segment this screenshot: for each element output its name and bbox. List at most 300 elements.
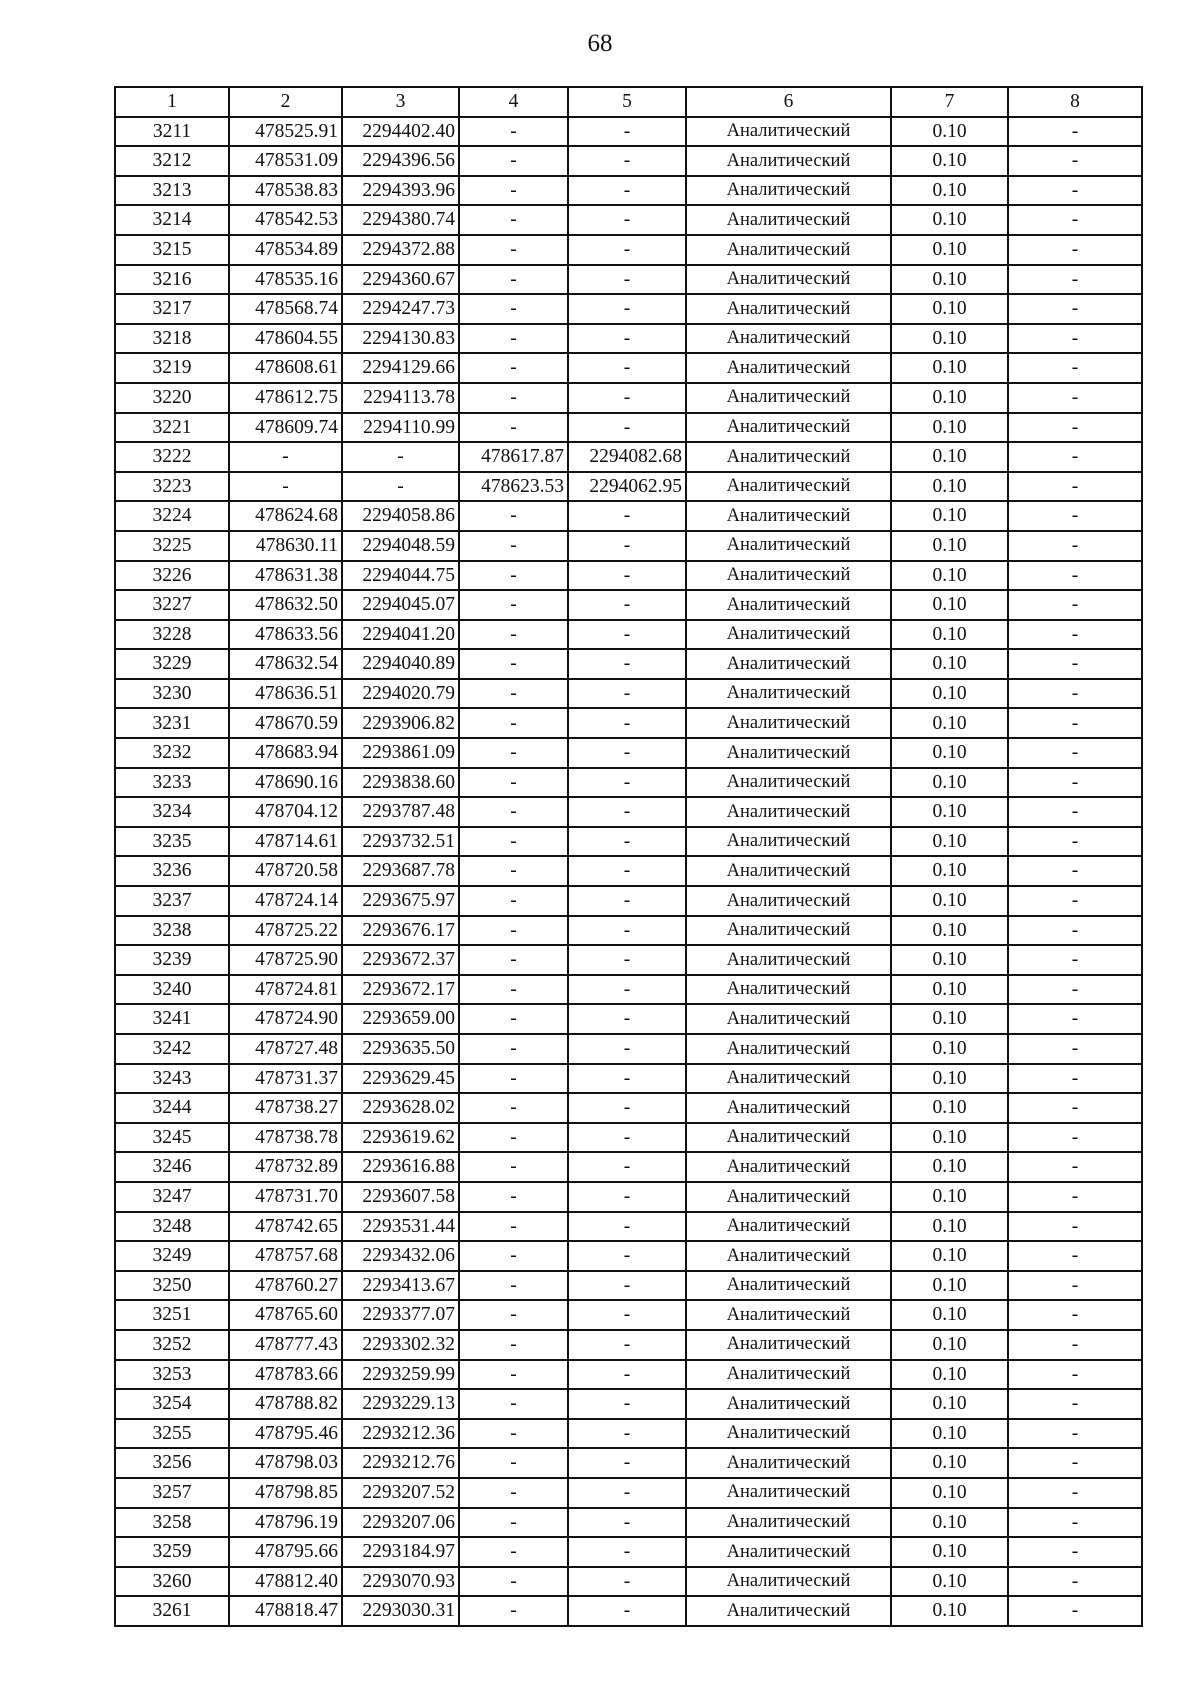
coord-x-cell: 478608.61 (229, 353, 342, 383)
coord-x2-cell: - (459, 945, 568, 975)
description-cell: - (1008, 1448, 1142, 1478)
table-row (115, 886, 1142, 916)
coord-x2-cell: - (459, 1389, 568, 1419)
coord-y-cell: 2294130.83 (342, 324, 459, 354)
column-header-5: 5 (568, 87, 686, 117)
description-cell: - (1008, 1123, 1142, 1153)
accuracy-cell: 0.10 (891, 886, 1008, 916)
coord-x-cell: 478632.54 (229, 649, 342, 679)
coord-x-cell: 478683.94 (229, 738, 342, 768)
coord-x2-cell: - (459, 1478, 568, 1508)
description-cell: - (1008, 590, 1142, 620)
coord-y2-cell: - (568, 235, 686, 265)
accuracy-cell: 0.10 (891, 1389, 1008, 1419)
coord-x-cell: 478798.85 (229, 1478, 342, 1508)
description-cell: - (1008, 561, 1142, 591)
method-cell: Аналитический (686, 797, 891, 827)
method-cell: Аналитический (686, 442, 891, 472)
coord-x2-cell: - (459, 1271, 568, 1301)
coord-x-cell: 478568.74 (229, 294, 342, 324)
description-cell: - (1008, 738, 1142, 768)
coord-x2-cell: - (459, 205, 568, 235)
point-number-cell: 3228 (115, 620, 229, 650)
point-number-cell: 3238 (115, 916, 229, 946)
coord-x-cell: 478760.27 (229, 1271, 342, 1301)
coord-x2-cell: - (459, 1152, 568, 1182)
point-number-cell: 3246 (115, 1152, 229, 1182)
description-cell: - (1008, 1034, 1142, 1064)
coord-x2-cell: - (459, 1123, 568, 1153)
coord-x-cell: 478738.27 (229, 1093, 342, 1123)
column-header-7: 7 (891, 87, 1008, 117)
coord-x2-cell: - (459, 1419, 568, 1449)
coord-y2-cell: - (568, 1241, 686, 1271)
coord-y2-cell: - (568, 1508, 686, 1538)
point-number-cell: 3255 (115, 1419, 229, 1449)
column-header-1: 1 (115, 87, 229, 117)
coord-x-cell: 478704.12 (229, 797, 342, 827)
description-cell: - (1008, 708, 1142, 738)
method-cell: Аналитический (686, 620, 891, 650)
point-number-cell: 3230 (115, 679, 229, 709)
accuracy-cell: 0.10 (891, 620, 1008, 650)
coord-x-cell: 478795.66 (229, 1537, 342, 1567)
description-cell: - (1008, 1300, 1142, 1330)
accuracy-cell: 0.10 (891, 383, 1008, 413)
method-cell: Аналитический (686, 531, 891, 561)
method-cell: Аналитический (686, 1271, 891, 1301)
method-cell: Аналитический (686, 856, 891, 886)
table-row (115, 827, 1142, 857)
coord-x2-cell: - (459, 561, 568, 591)
accuracy-cell: 0.10 (891, 146, 1008, 176)
coord-y2-cell: - (568, 1093, 686, 1123)
table-row (115, 1152, 1142, 1182)
coord-x2-cell: - (459, 975, 568, 1005)
method-cell: Аналитический (686, 679, 891, 709)
point-number-cell: 3241 (115, 1004, 229, 1034)
table-row (115, 708, 1142, 738)
accuracy-cell: 0.10 (891, 1123, 1008, 1153)
coord-x-cell: 478670.59 (229, 708, 342, 738)
coord-y2-cell: - (568, 679, 686, 709)
description-cell: - (1008, 1093, 1142, 1123)
accuracy-cell: 0.10 (891, 324, 1008, 354)
coord-y-cell: 2293787.48 (342, 797, 459, 827)
description-cell: - (1008, 472, 1142, 502)
coord-x-cell: - (229, 472, 342, 502)
description-cell: - (1008, 1152, 1142, 1182)
point-number-cell: 3239 (115, 945, 229, 975)
table-row (115, 679, 1142, 709)
description-cell: - (1008, 856, 1142, 886)
accuracy-cell: 0.10 (891, 916, 1008, 946)
coord-y2-cell: - (568, 531, 686, 561)
coord-x-cell: 478624.68 (229, 501, 342, 531)
accuracy-cell: 0.10 (891, 1093, 1008, 1123)
table-row (115, 1123, 1142, 1153)
coord-x2-cell: - (459, 708, 568, 738)
table-row (115, 353, 1142, 383)
coord-x2-cell: - (459, 1064, 568, 1094)
table-row (115, 265, 1142, 295)
description-cell: - (1008, 353, 1142, 383)
coord-x2-cell: - (459, 235, 568, 265)
coord-y-cell: 2294044.75 (342, 561, 459, 591)
table-row (115, 1300, 1142, 1330)
point-number-cell: 3217 (115, 294, 229, 324)
table-row (115, 235, 1142, 265)
coord-y-cell: 2293616.88 (342, 1152, 459, 1182)
description-cell: - (1008, 265, 1142, 295)
coord-x-cell: 478765.60 (229, 1300, 342, 1330)
coord-y2-cell: - (568, 501, 686, 531)
table-row (115, 1508, 1142, 1538)
coord-x-cell: 478796.19 (229, 1508, 342, 1538)
accuracy-cell: 0.10 (891, 1360, 1008, 1390)
coord-x2-cell: - (459, 1212, 568, 1242)
point-number-cell: 3218 (115, 324, 229, 354)
coord-y-cell: 2293672.17 (342, 975, 459, 1005)
description-cell: - (1008, 679, 1142, 709)
coord-x-cell: 478636.51 (229, 679, 342, 709)
accuracy-cell: 0.10 (891, 856, 1008, 886)
coord-x2-cell: - (459, 1034, 568, 1064)
description-cell: - (1008, 1478, 1142, 1508)
point-number-cell: 3243 (115, 1064, 229, 1094)
description-cell: - (1008, 117, 1142, 147)
description-cell: - (1008, 205, 1142, 235)
point-number-cell: 3232 (115, 738, 229, 768)
method-cell: Аналитический (686, 1389, 891, 1419)
coord-y2-cell: - (568, 205, 686, 235)
coord-x2-cell: 478623.53 (459, 472, 568, 502)
coord-x-cell: 478788.82 (229, 1389, 342, 1419)
coord-y2-cell: 2294062.95 (568, 472, 686, 502)
table-row (115, 797, 1142, 827)
coord-y2-cell: - (568, 975, 686, 1005)
coord-x-cell: 478633.56 (229, 620, 342, 650)
coord-y-cell: 2294393.96 (342, 176, 459, 206)
coord-x2-cell: - (459, 856, 568, 886)
accuracy-cell: 0.10 (891, 294, 1008, 324)
table-row (115, 442, 1142, 472)
method-cell: Аналитический (686, 413, 891, 443)
table-row (115, 1034, 1142, 1064)
point-number-cell: 3220 (115, 383, 229, 413)
method-cell: Аналитический (686, 265, 891, 295)
column-header-4: 4 (459, 87, 568, 117)
coord-y-cell: 2293413.67 (342, 1271, 459, 1301)
method-cell: Аналитический (686, 1123, 891, 1153)
coord-y2-cell: - (568, 708, 686, 738)
coord-y-cell: 2293675.97 (342, 886, 459, 916)
description-cell: - (1008, 383, 1142, 413)
point-number-cell: 3242 (115, 1034, 229, 1064)
coord-x2-cell: - (459, 590, 568, 620)
coord-y2-cell: - (568, 827, 686, 857)
coord-y2-cell: - (568, 1212, 686, 1242)
accuracy-cell: 0.10 (891, 649, 1008, 679)
accuracy-cell: 0.10 (891, 1241, 1008, 1271)
coord-x-cell: 478612.75 (229, 383, 342, 413)
coord-y2-cell: - (568, 1360, 686, 1390)
accuracy-cell: 0.10 (891, 1596, 1008, 1626)
method-cell: Аналитический (686, 1212, 891, 1242)
point-number-cell: 3259 (115, 1537, 229, 1567)
description-cell: - (1008, 1389, 1142, 1419)
table-row (115, 1448, 1142, 1478)
coord-y-cell: 2293229.13 (342, 1389, 459, 1419)
coord-y-cell: 2293184.97 (342, 1537, 459, 1567)
point-number-cell: 3248 (115, 1212, 229, 1242)
method-cell: Аналитический (686, 501, 891, 531)
coord-y-cell: 2293030.31 (342, 1596, 459, 1626)
accuracy-cell: 0.10 (891, 353, 1008, 383)
method-cell: Аналитический (686, 886, 891, 916)
accuracy-cell: 0.10 (891, 1478, 1008, 1508)
point-number-cell: 3235 (115, 827, 229, 857)
coord-y-cell: 2293432.06 (342, 1241, 459, 1271)
coord-x-cell: 478798.03 (229, 1448, 342, 1478)
method-cell: Аналитический (686, 294, 891, 324)
point-number-cell: 3253 (115, 1360, 229, 1390)
accuracy-cell: 0.10 (891, 1537, 1008, 1567)
page-number: 68 (587, 30, 613, 57)
point-number-cell: 3213 (115, 176, 229, 206)
coord-x2-cell: - (459, 1508, 568, 1538)
coord-y-cell: 2293207.52 (342, 1478, 459, 1508)
column-header-3: 3 (342, 87, 459, 117)
coord-x2-cell: - (459, 620, 568, 650)
method-cell: Аналитический (686, 1508, 891, 1538)
coord-x2-cell: - (459, 265, 568, 295)
coord-x2-cell: 478617.87 (459, 442, 568, 472)
point-number-cell: 3261 (115, 1596, 229, 1626)
coord-x2-cell: - (459, 531, 568, 561)
coord-y-cell: - (342, 472, 459, 502)
point-number-cell: 3216 (115, 265, 229, 295)
coord-y2-cell: - (568, 265, 686, 295)
coord-x-cell: 478630.11 (229, 531, 342, 561)
coord-x-cell: 478742.65 (229, 1212, 342, 1242)
table-row (115, 117, 1142, 147)
method-cell: Аналитический (686, 1360, 891, 1390)
coord-x-cell: 478731.70 (229, 1182, 342, 1212)
point-number-cell: 3225 (115, 531, 229, 561)
accuracy-cell: 0.10 (891, 1448, 1008, 1478)
description-cell: - (1008, 1537, 1142, 1567)
coord-y-cell: 2293619.62 (342, 1123, 459, 1153)
coord-y-cell: 2294045.07 (342, 590, 459, 620)
table-row (115, 146, 1142, 176)
coord-y-cell: 2294402.40 (342, 117, 459, 147)
table-row (115, 1212, 1142, 1242)
coord-y2-cell: - (568, 413, 686, 443)
coord-x-cell: 478757.68 (229, 1241, 342, 1271)
coord-x-cell: 478542.53 (229, 205, 342, 235)
method-cell: Аналитический (686, 1241, 891, 1271)
coord-x2-cell: - (459, 324, 568, 354)
table-row (115, 324, 1142, 354)
accuracy-cell: 0.10 (891, 205, 1008, 235)
coord-x2-cell: - (459, 413, 568, 443)
accuracy-cell: 0.10 (891, 945, 1008, 975)
coord-y-cell: - (342, 442, 459, 472)
method-cell: Аналитический (686, 1419, 891, 1449)
table-header (115, 87, 1142, 117)
point-number-cell: 3237 (115, 886, 229, 916)
description-cell: - (1008, 1064, 1142, 1094)
coord-y2-cell: - (568, 945, 686, 975)
coord-y2-cell: - (568, 383, 686, 413)
coord-x2-cell: - (459, 827, 568, 857)
method-cell: Аналитический (686, 649, 891, 679)
table-row (115, 856, 1142, 886)
coord-x-cell: 478604.55 (229, 324, 342, 354)
table-row (115, 1567, 1142, 1597)
coord-x-cell: 478690.16 (229, 768, 342, 798)
column-header-2: 2 (229, 87, 342, 117)
point-number-cell: 3211 (115, 117, 229, 147)
coord-x-cell: 478795.46 (229, 1419, 342, 1449)
accuracy-cell: 0.10 (891, 1182, 1008, 1212)
description-cell: - (1008, 442, 1142, 472)
table-row (115, 916, 1142, 946)
accuracy-cell: 0.10 (891, 1034, 1008, 1064)
method-cell: Аналитический (686, 1152, 891, 1182)
coord-x-cell: 478725.90 (229, 945, 342, 975)
coord-x2-cell: - (459, 1537, 568, 1567)
coord-y2-cell: - (568, 649, 686, 679)
coord-y-cell: 2293906.82 (342, 708, 459, 738)
accuracy-cell: 0.10 (891, 768, 1008, 798)
method-cell: Аналитический (686, 768, 891, 798)
coord-x2-cell: - (459, 1241, 568, 1271)
point-number-cell: 3227 (115, 590, 229, 620)
coord-y-cell: 2294058.86 (342, 501, 459, 531)
table-row (115, 1093, 1142, 1123)
table-row (115, 620, 1142, 650)
method-cell: Аналитический (686, 1034, 891, 1064)
accuracy-cell: 0.10 (891, 975, 1008, 1005)
accuracy-cell: 0.10 (891, 1419, 1008, 1449)
description-cell: - (1008, 768, 1142, 798)
coord-y-cell: 2294360.67 (342, 265, 459, 295)
coord-y-cell: 2294247.73 (342, 294, 459, 324)
coord-y2-cell: - (568, 117, 686, 147)
description-cell: - (1008, 1360, 1142, 1390)
coord-y2-cell: - (568, 738, 686, 768)
accuracy-cell: 0.10 (891, 265, 1008, 295)
accuracy-cell: 0.10 (891, 413, 1008, 443)
coord-y-cell: 2293207.06 (342, 1508, 459, 1538)
method-cell: Аналитический (686, 1004, 891, 1034)
method-cell: Аналитический (686, 117, 891, 147)
coord-y-cell: 2294041.20 (342, 620, 459, 650)
description-cell: - (1008, 1212, 1142, 1242)
method-cell: Аналитический (686, 1300, 891, 1330)
table-row (115, 1064, 1142, 1094)
coord-y2-cell: - (568, 1300, 686, 1330)
coord-x2-cell: - (459, 501, 568, 531)
table-row (115, 649, 1142, 679)
point-number-cell: 3215 (115, 235, 229, 265)
coord-x2-cell: - (459, 768, 568, 798)
coord-y-cell: 2293672.37 (342, 945, 459, 975)
coord-y-cell: 2294048.59 (342, 531, 459, 561)
method-cell: Аналитический (686, 916, 891, 946)
point-number-cell: 3250 (115, 1271, 229, 1301)
accuracy-cell: 0.10 (891, 117, 1008, 147)
column-header-6: 6 (686, 87, 891, 117)
method-cell: Аналитический (686, 590, 891, 620)
point-number-cell: 3254 (115, 1389, 229, 1419)
coord-y2-cell: - (568, 1419, 686, 1449)
table-row (115, 561, 1142, 591)
coord-y2-cell: - (568, 1448, 686, 1478)
method-cell: Аналитический (686, 1330, 891, 1360)
description-cell: - (1008, 649, 1142, 679)
description-cell: - (1008, 975, 1142, 1005)
coord-y2-cell: - (568, 1152, 686, 1182)
point-number-cell: 3251 (115, 1300, 229, 1330)
accuracy-cell: 0.10 (891, 797, 1008, 827)
coord-x-cell: 478818.47 (229, 1596, 342, 1626)
point-number-cell: 3214 (115, 205, 229, 235)
coord-y2-cell: - (568, 886, 686, 916)
table-body (115, 117, 1142, 1626)
coord-y2-cell: - (568, 146, 686, 176)
table-row (115, 1419, 1142, 1449)
description-cell: - (1008, 501, 1142, 531)
method-cell: Аналитический (686, 1537, 891, 1567)
description-cell: - (1008, 146, 1142, 176)
point-number-cell: 3219 (115, 353, 229, 383)
accuracy-cell: 0.10 (891, 235, 1008, 265)
coord-y-cell: 2294129.66 (342, 353, 459, 383)
coord-y2-cell: - (568, 1537, 686, 1567)
point-number-cell: 3229 (115, 649, 229, 679)
table-row (115, 176, 1142, 206)
coord-x-cell: 478531.09 (229, 146, 342, 176)
point-number-cell: 3223 (115, 472, 229, 502)
method-cell: Аналитический (686, 561, 891, 591)
method-cell: Аналитический (686, 1182, 891, 1212)
accuracy-cell: 0.10 (891, 738, 1008, 768)
coord-y-cell: 2293377.07 (342, 1300, 459, 1330)
method-cell: Аналитический (686, 1093, 891, 1123)
table-row (115, 945, 1142, 975)
description-cell: - (1008, 1596, 1142, 1626)
method-cell: Аналитический (686, 975, 891, 1005)
coord-y2-cell: - (568, 1123, 686, 1153)
coord-x-cell: 478783.66 (229, 1360, 342, 1390)
coord-y2-cell: - (568, 353, 686, 383)
description-cell: - (1008, 294, 1142, 324)
coord-y-cell: 2294372.88 (342, 235, 459, 265)
table-row (115, 1478, 1142, 1508)
coord-x2-cell: - (459, 1330, 568, 1360)
description-cell: - (1008, 1271, 1142, 1301)
description-cell: - (1008, 1004, 1142, 1034)
method-cell: Аналитический (686, 324, 891, 354)
point-number-cell: 3236 (115, 856, 229, 886)
method-cell: Аналитический (686, 738, 891, 768)
table-row (115, 531, 1142, 561)
column-header-8: 8 (1008, 87, 1142, 117)
coord-x-cell: 478538.83 (229, 176, 342, 206)
